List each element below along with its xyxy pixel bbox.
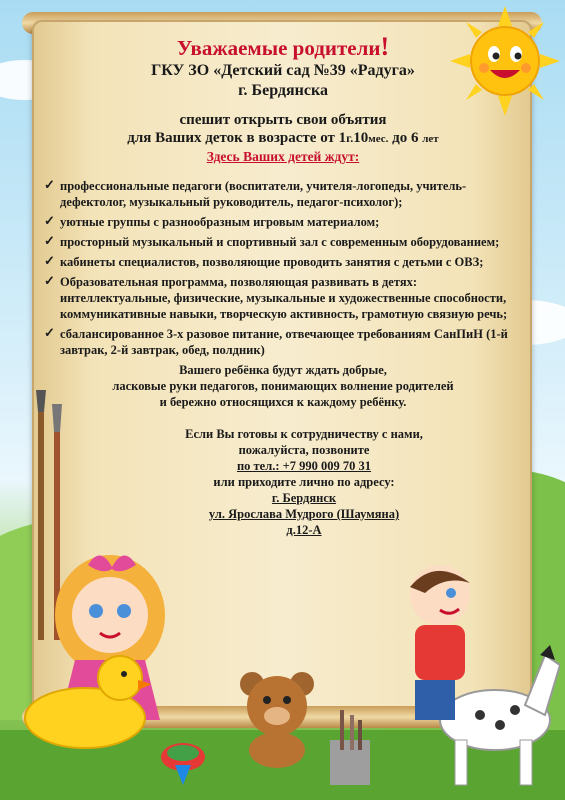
spinning-top-icon — [160, 735, 206, 785]
waiting-heading: Здесь Ваших детей ждут: — [206, 149, 360, 164]
paint-can-icon — [320, 710, 380, 790]
list-item: ✓ профессиональные педагоги (воспитатели, учителя-логопеды, учитель-дефектолог, музыкальный руководитель, педагог-психолог); — [44, 177, 467, 209]
address-city: г. Бердянск — [271, 491, 337, 505]
checkmark-icon: ✓ — [44, 213, 55, 228]
checkmark-icon: ✓ — [44, 273, 55, 288]
list-item: ✓ просторный музыкальный и спортивный зал с современным оборудованием; — [44, 233, 500, 249]
closing-line: Вашего ребёнка будут ждать добрые, — [179, 363, 387, 377]
closing-line: и бережно относящихся к каждому ребёнку. — [159, 395, 407, 409]
list-item: ✓ Образовательная программа, позволяющая развивать в детях: интеллектуальные, физические, музыкальные и художественные способности, коммуникативные навыки, творческую активность, грамотную связную речь; — [44, 273, 508, 321]
list-item: ✓ сбалансированное 3-х разовое питание, отвечающее требованиям СанПиН (1-й завтрак, 2-й завтрак, обед, полдник) — [44, 325, 508, 357]
contact-line: пожалуйста, позвоните — [238, 443, 370, 457]
phone-number[interactable]: по тел.: +7 990 009 70 31 — [236, 459, 372, 473]
duck-toy-icon — [20, 640, 150, 750]
checkmark-icon: ✓ — [44, 325, 55, 340]
checkmark-icon: ✓ — [44, 177, 55, 192]
teddy-bear-icon — [232, 668, 322, 768]
closing-line: ласковые руки педагогов, понимающих волнение родителей — [112, 379, 454, 393]
checkmark-icon: ✓ — [44, 253, 55, 268]
list-item: ✓ кабинеты специалистов, позволяющие проводить занятия с детьми с ОВЗ; — [44, 253, 484, 269]
boy-on-horse-icon — [385, 555, 560, 790]
contact-block — [84, 426, 524, 538]
org-name: ГКУ ЗО «Детский сад №39 «Радуга» — [151, 62, 415, 79]
intro-line-1: спешит открыть свои объятия — [179, 112, 387, 128]
flyer-content — [44, 34, 522, 538]
features-list — [44, 178, 522, 358]
city-line: г. Бердянска — [238, 82, 328, 99]
address-house: д.12-А — [286, 523, 322, 537]
checkmark-icon: ✓ — [44, 233, 55, 248]
list-item: ✓ уютные группы с разнообразным игровым материалом; — [44, 213, 380, 229]
contact-line: или приходите лично по адресу: — [213, 475, 395, 489]
page-title: Уважаемые родители! — [176, 32, 390, 61]
address-street: ул. Ярослава Мудрого (Шаумяна) — [208, 507, 400, 521]
contact-line: Если Вы готовы к сотрудничеству с нами, — [185, 427, 423, 441]
intro-line-2: для Ваших деток в возрасте от 1г.10мес. до 6 лет — [127, 130, 439, 146]
